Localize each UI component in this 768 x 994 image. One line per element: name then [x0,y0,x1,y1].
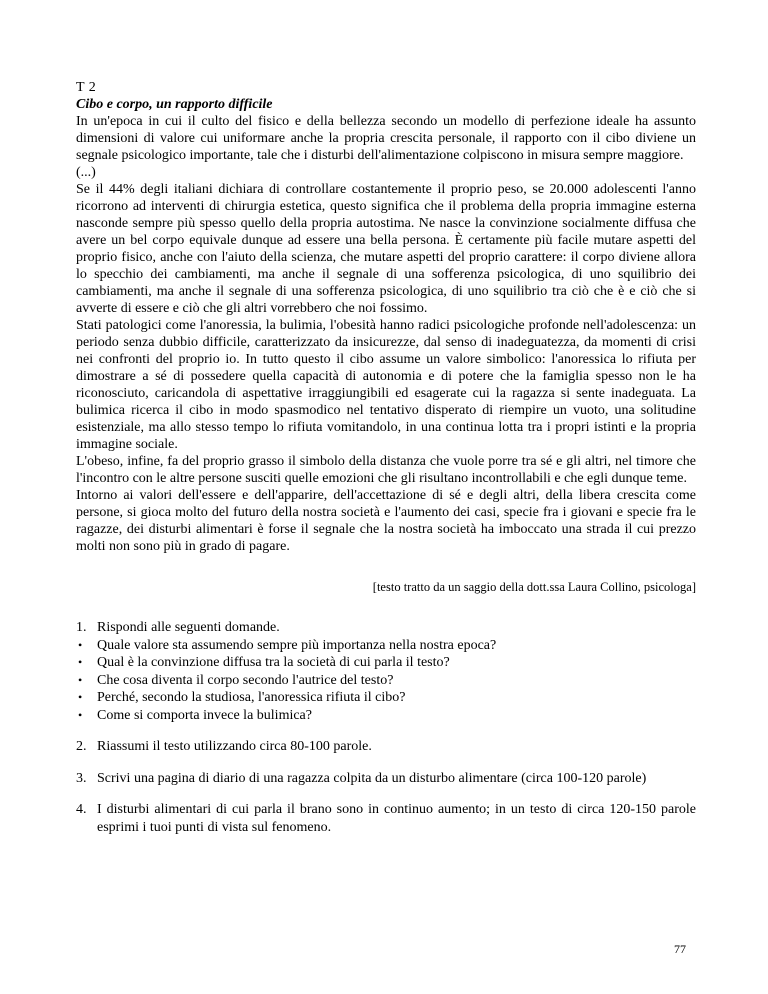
spacer [76,787,696,801]
paragraph: Intorno ai valori dell'essere e dell'apparire, dell'accettazione di sé e degli altri, della libera crescita come persone, si gioca molto del futuro della nostra società e l'aumento dei casi, specie fra i giovani e specie fra le ragazze, dei disturbi alimentari è forse il segnale che la nostra società ha imboccato una strada il cui prezzo molti non sono più in grado di pagare. [76,488,696,554]
paragraph: Se il 44% degli italiani dichiara di controllare costantemente il proprio peso, se 20.000 adolescenti l'anno ricorrono ad interventi di chirurgia estetica, questo significa che il problema della propria immagine esterna nasconde sempre più spesso quello della propria autostima. Ne nasce la convinzione socialmente diffusa che avere un bel corpo equivale dunque ad essere una bella persona. È certamente più facile mutare aspetti del proprio fisico, anche con l'aiuto della scienza, che mutare aspetti del proprio carattere: il corpo diviene allora lo specchio dei cambiamenti, ma anche il segnale di una sofferenza psicologica, di uno squilibrio dei cambiamenti, ma anche il segnale di una sofferenza psicologica, di uno squilibrio tra ciò che è e ciò che si avverte di essere e ciò che gli altri vorrebbero che noi fossimo. [76,182,696,316]
exercise-2 [76,738,696,756]
exercise-text: Rispondi alle seguenti domande. [97,620,280,635]
question-bullet [76,654,696,672]
spacer [76,724,696,738]
question-text: Che cosa diventa il corpo secondo l'autrice del testo? [97,672,394,688]
question-bullet [76,689,696,707]
section-code: T 2 [76,80,97,95]
exercise-list [76,619,696,836]
bullet-icon: • [78,707,83,722]
paragraph: L'obeso, infine, fa del proprio grasso il simbolo della distanza che vuole porre tra sé e gli altri, nel timore che l'incontro con le altre persone susciti quelle emozioni che gli risultano incontrollabili e che egli dunque teme. [76,454,696,486]
bullet-icon: • [78,690,83,704]
question-bullet [76,637,696,655]
exercise-text: Riassumi il testo utilizzando circa 80-100 parole. [97,739,372,754]
spacer [76,756,696,770]
exercise-text: I disturbi alimentari di cui parla il brano sono in continuo aumento; in un testo di circa 120-150 parole esprimi i tuoi punti di vista sul fenomeno. [97,802,696,835]
paragraph: In un'epoca in cui il culto del fisico e della bellezza secondo un modello di perfezione ideale ha assunto dimensioni di valore cui uniformare anche la propria crescita personale, il rapporto con il cibo diviene un segnale psicologico importante, tale che i disturbi dell'alimentazione colpiscono in misura sempre maggiore. [76,114,696,163]
bullet-icon: • [78,637,83,652]
question-text: Quale valore sta assumendo sempre più importanza nella nostra epoca? [97,637,497,653]
question-text: Qual è la convinzione diffusa tra la società di cui parla il testo? [97,655,450,670]
paragraph: Stati patologici come l'anoressia, la bulimia, l'obesità hanno radici psicologiche profonde nell'adolescenza: un periodo senza dubbio difficile, caratterizzato da insicurezze, dal senso di inadeguatezza, da momenti di crisi nei confronti del proprio io. In tutto questo il cibo assume un valore simbolico: l'anoressica lo rifiuta per dimostrare a sé di possedere quella capacità di autonomia e di potere che la famiglia spesso non le ha riconosciuto, caricandola di aspettative irraggiungibili ed esagerate cui la ragazza si sente inadeguata. La bulimica ricerca il cibo in modo spasmodico nel tentativo disperato di riempire un vuoto, una solitudine esistenziale, ma allo stesso tempo lo rifiuta vomitandolo, in una continua lotta tra i propri istinti e la propria immagine sociale. [76,318,696,452]
exercise-text: Scrivi una pagina di diario di una ragazza colpita da un disturbo alimentare (circa 100-120 parole) [97,770,647,786]
question-bullet [76,707,696,725]
document-title: Cibo e corpo, un rapporto difficile [76,97,273,112]
exercise-number: 3. [76,770,87,786]
exercise-number: 4. [76,802,87,817]
question-bullet [76,672,696,690]
exercise-4 [76,801,696,836]
document-content [76,79,696,836]
exercise-number: 1. [76,620,87,635]
bullet-icon: • [78,672,83,687]
exercise-3 [76,770,696,788]
bullet-icon: • [78,655,83,669]
source-citation: [testo tratto da un saggio della dott.ssa Laura Collino, psicologa] [372,580,696,594]
ellipsis-line: (...) [76,165,96,180]
exercise-1 [76,619,696,637]
question-text: Perché, secondo la studiosa, l'anoressica rifiuta il cibo? [97,690,406,705]
page-number: 77 [674,942,686,956]
question-text: Come si comporta invece la bulimica? [97,707,312,723]
exercise-number: 2. [76,739,87,754]
